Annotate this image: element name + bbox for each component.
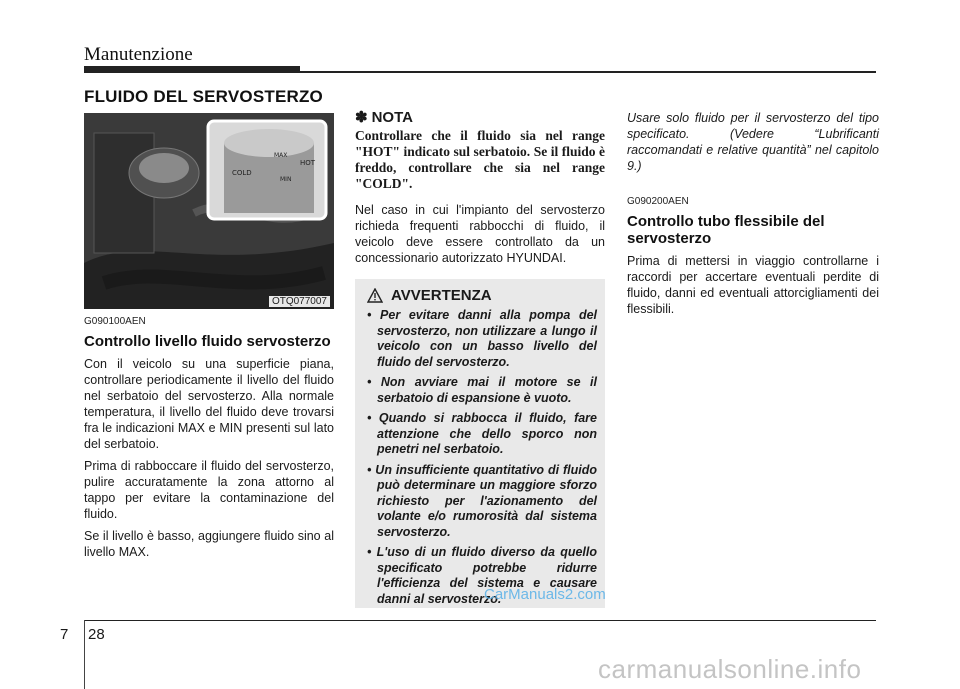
reservoir-photo [84, 113, 334, 309]
note-title-label: NOTA [371, 108, 413, 126]
header-title: Manutenzione [84, 44, 193, 65]
column-right [627, 110, 879, 317]
watermark-carmanuals: CarManuals2.com [484, 586, 606, 603]
watermark-site: carmanualsonline.info [598, 654, 862, 684]
note-asterisk-icon: ✽ [355, 109, 368, 126]
section-title: FLUIDO DEL SERVOSTERZO [84, 87, 323, 106]
footer-divider [84, 620, 85, 689]
note-section [355, 108, 605, 266]
footer-rule [84, 620, 876, 621]
note-text: Nel caso in cui l'impianto del servosterzo richieda frequenti rabbocchi di fluido, il veicolo deve essere controllato da un concessionario autorizzato HYUNDAI. [355, 203, 605, 265]
column-left [84, 316, 334, 560]
cap-label-min: MIN [280, 176, 292, 183]
cap-label-hot: HOT [300, 159, 316, 167]
engine-bay-illustration [84, 113, 334, 309]
section-code: G090100AEN [84, 316, 146, 327]
subheading-check-level: Controllo livello fluido servosterzo [84, 333, 331, 350]
warning-item: • Quando si rabbocca il fluido, fare attenzione che dello sporco non penetri nel serbatoio. [367, 411, 597, 456]
cap-label-cold: COLD [232, 169, 252, 177]
figure-code: OTQ077007 [269, 296, 330, 307]
header-bar [84, 66, 300, 73]
paragraph: Prima di rabboccare il fluido del servosterzo, pulire accuratamente la zona attorno al tappo per evitare la contaminazione del fluido. [84, 459, 334, 521]
paragraph: Prima di mettersi in viaggio controllarne i raccordi per accertare eventuali perdite di fluido, danni ed eventuali attorcigliamenti dei flessibili. [627, 254, 879, 316]
note-title [355, 108, 605, 126]
warning-box [355, 279, 605, 608]
paragraph: Se il livello è basso, aggiungere fluido sino al livello MAX. [84, 529, 334, 559]
paragraph: Con il veicolo su una superficie piana, controllare periodicamente il livello del fluido nel serbatoio del servosterzo. Alla normale temperatura, il livello del fluido deve trovarsi fra le indicazioni MAX e MIN presenti sul lato del serbatoio. [84, 357, 334, 451]
warning-triangle-icon [367, 288, 383, 303]
warning-item: • Non avviare mai il motore se il serbatoio di espansione è vuoto. [367, 375, 597, 405]
warning-title: AVVERTENZA [391, 287, 492, 304]
subheading-hose-check: Controllo tubo flessibile del servosterzo [627, 213, 825, 247]
header-rule [300, 71, 876, 73]
warning-item: • L'uso di un fluido diverso da quello specificato potrebbe ridurre l'efficienza del sistema e causare danni al servosterzo. [367, 545, 598, 606]
warning-item: • Per evitare danni alla pompa del servosterzo, non utilizzare a lungo il veicolo con un basso livello del fluido del servosterzo. [367, 308, 597, 369]
section-code: G090200AEN [627, 196, 689, 207]
italic-paragraph: Usare solo fluido per il servosterzo del tipo specificato. (Vedere “Lubrificanti raccomandati e relative quantità” nel capitolo 9.) [627, 111, 879, 173]
warning-list [363, 308, 597, 607]
warning-item: • Un insufficiente quantitativo di fluido può determinare un maggiore sforzo richiesto per l'azionamento del volante e/o rumorosità dal sistema servosterzo. [367, 462, 597, 539]
cap-label-max: MAX [274, 152, 288, 159]
chapter-number: 7 [60, 626, 69, 643]
warning-header [367, 287, 597, 304]
note-bold-text: Controllare che il fluido sia nel range "HOT" indicato sul serbatoio. Se il fluido è freddo, controllare che sia nel range "COLD". [355, 128, 605, 191]
page-number: 28 [88, 626, 105, 643]
